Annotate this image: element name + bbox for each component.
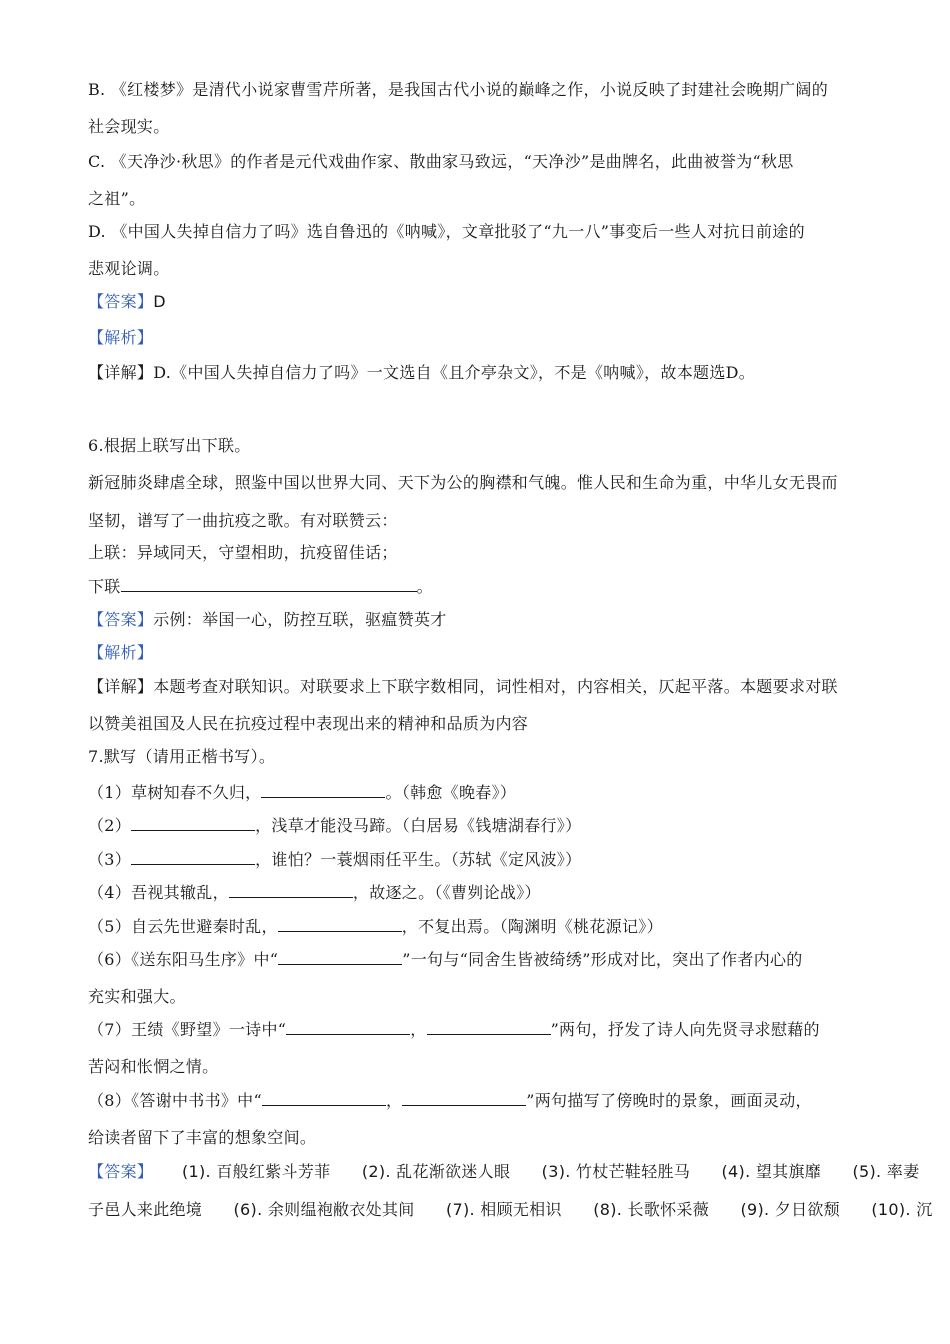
item-prefix: （5）自云先世避秦时乱， bbox=[88, 917, 278, 936]
detail-text: D.《中国人失掉自信力了吗》一文选自《且介亭杂文》，不是《呐喊》，故本题选D。 bbox=[153, 363, 756, 382]
answer-num: (4). bbox=[721, 1162, 751, 1181]
q7-answer-line2 bbox=[88, 1200, 933, 1220]
q5-detail bbox=[88, 363, 878, 383]
q5-option-c-line1: C. 《天净沙·秋思》的作者是元代戏曲作家、散曲家马致远，“天净沙”是曲牌名，此曲被誉为“秋思 bbox=[88, 152, 794, 171]
answer-num: (1). bbox=[181, 1162, 211, 1181]
q6-title: 6.根据上联写出下联。 bbox=[88, 436, 251, 455]
answer-num: (7). bbox=[445, 1200, 475, 1219]
item-suffix: ，故逐之。（《曹刿论战》） bbox=[352, 883, 541, 902]
detail-tag: 【详解】 bbox=[88, 363, 154, 382]
item-prefix: （3） bbox=[88, 850, 132, 869]
answer-text: 百般红紫斗芳菲 bbox=[216, 1162, 331, 1181]
answer-text: 子邑人来此绝境 bbox=[88, 1200, 203, 1219]
item-suffix: ”一句与“同舍生皆被绮绣”形成对比，突出了作者内心的 bbox=[402, 950, 803, 969]
q7-item-6-line1 bbox=[88, 950, 878, 970]
answer-num: (8). bbox=[593, 1200, 623, 1219]
answer-text: 余则缊袍敝衣处其间 bbox=[267, 1200, 415, 1219]
q7-item-4 bbox=[88, 883, 878, 903]
q7-item-8-line1 bbox=[88, 1091, 878, 1111]
item-comma: ， bbox=[410, 1020, 427, 1039]
item-suffix: ”两句描写了傍晚时的景象，画面灵动， bbox=[526, 1091, 812, 1110]
fill-blank[interactable] bbox=[229, 883, 353, 898]
item-suffix: ，浅草才能没马蹄。（白居易《钱塘湖春行》） bbox=[255, 816, 582, 835]
q7-item-7-line1 bbox=[88, 1020, 878, 1040]
item-prefix: （2） bbox=[88, 816, 132, 835]
q6-answer bbox=[88, 610, 878, 630]
answer-text: 长歌怀采薇 bbox=[627, 1200, 710, 1219]
answer-num: (6). bbox=[233, 1200, 263, 1219]
q7-item-2 bbox=[88, 816, 878, 836]
answer-tag: 【答案】 bbox=[88, 1162, 154, 1181]
q5-option-d-line2: 悲观论调。 bbox=[88, 259, 170, 278]
lower-label: 下联 bbox=[88, 577, 121, 596]
item-prefix: （1）草树知春不久归， bbox=[88, 783, 262, 802]
item-prefix: （4）吾视其辙乱， bbox=[88, 883, 229, 902]
q7-title: 7.默写（请用正楷书写）。 bbox=[88, 747, 276, 766]
q6-detail-line2: 以赞美祖国及人民在抗疫过程中表现出来的精神和品质为内容 bbox=[88, 714, 529, 733]
answer-tag: 【答案】 bbox=[88, 292, 154, 311]
analysis-tag: 【解析】 bbox=[88, 328, 154, 347]
fill-blank[interactable] bbox=[131, 850, 255, 865]
analysis-tag: 【解析】 bbox=[88, 643, 154, 662]
answer-num: (5). bbox=[852, 1162, 882, 1181]
q5-analysis bbox=[88, 328, 878, 348]
q6-lower-couplet bbox=[88, 577, 878, 597]
answer-text: 望其旗靡 bbox=[755, 1162, 822, 1181]
fill-blank[interactable] bbox=[402, 1091, 526, 1106]
q5-option-b-line1: B. 《红楼梦》是清代小说家曹雪芹所著，是我国古代小说的巅峰之作，小说反映了封建社会晚期广阔的 bbox=[88, 80, 829, 99]
lower-end: 。 bbox=[416, 577, 433, 596]
item-suffix: ”两句，抒发了诗人向先贤寻求慰藉的 bbox=[550, 1020, 820, 1039]
item-suffix: ，不复出焉。（陶渊明《桃花源记》） bbox=[401, 917, 663, 936]
q5-option-c-line2: 之祖”。 bbox=[88, 189, 146, 208]
fill-blank[interactable] bbox=[286, 1020, 410, 1035]
answer-num: (9). bbox=[740, 1200, 770, 1219]
detail-text: 本题考查对联知识。对联要求上下联字数相同，词性相对，内容相关，仄起平落。本题要求对联 bbox=[153, 677, 838, 696]
item-comma: ， bbox=[385, 1091, 403, 1110]
q5-option-b-line2: 社会现实。 bbox=[88, 117, 170, 136]
fill-blank[interactable] bbox=[278, 917, 402, 932]
answer-num: (10). bbox=[871, 1200, 911, 1219]
q7-item-3 bbox=[88, 850, 878, 870]
lower-blank[interactable] bbox=[121, 577, 417, 592]
answer-value: D bbox=[153, 292, 166, 311]
q7-item-5 bbox=[88, 917, 878, 937]
q7-answer-line1 bbox=[88, 1162, 920, 1182]
answer-num: (2). bbox=[361, 1162, 391, 1181]
q7-item-7-line2: 苦闷和怅惘之情。 bbox=[88, 1057, 219, 1076]
fill-blank[interactable] bbox=[262, 1091, 386, 1106]
fill-blank[interactable] bbox=[131, 816, 255, 831]
q7-item-1 bbox=[88, 783, 878, 803]
q6-body-line1: 新冠肺炎肆虐全球，照鉴中国以世界大同、天下为公的胸襟和气魄。惟人民和生命为重，中华儿女无畏而 bbox=[88, 473, 838, 492]
q6-upper-couplet: 上联：异域同天，守望相助，抗疫留佳话； bbox=[88, 543, 398, 562]
q5-option-d-line1: D. 《中国人失掉自信力了吗》选自鲁迅的《呐喊》，文章批驳了“九一八”事变后一些人对抗日前途的 bbox=[88, 222, 805, 241]
answer-value: 示例：举国一心，防控互联，驱瘟赞英才 bbox=[153, 610, 447, 629]
answer-text: 相顾无相识 bbox=[480, 1200, 562, 1219]
answer-text: 竹杖芒鞋轻胜马 bbox=[576, 1162, 691, 1181]
fill-blank[interactable] bbox=[261, 783, 385, 798]
q5-answer bbox=[88, 292, 878, 312]
detail-tag: 【详解】 bbox=[88, 677, 154, 696]
fill-blank[interactable] bbox=[278, 950, 402, 965]
item-suffix: ，谁怕？一蓑烟雨任平生。（苏轼《定风波》） bbox=[255, 850, 582, 869]
answer-tag: 【答案】 bbox=[88, 610, 154, 629]
answer-text: 乱花渐欲迷人眼 bbox=[396, 1162, 511, 1181]
fill-blank[interactable] bbox=[427, 1020, 551, 1035]
item-prefix: （6）《送东阳马生序》中“ bbox=[88, 950, 279, 969]
item-suffix: 。（韩愈《晚春》） bbox=[385, 783, 517, 802]
answer-text: 率妻 bbox=[886, 1162, 920, 1181]
answer-text: 夕日欲颓 bbox=[774, 1200, 840, 1219]
item-prefix: （7）王绩《野望》一诗中“ bbox=[88, 1020, 287, 1039]
q7-item-8-line2: 给读者留下了丰富的想象空间。 bbox=[88, 1128, 317, 1147]
q7-item-6-line2: 充实和强大。 bbox=[88, 987, 186, 1006]
q6-detail-line1 bbox=[88, 677, 878, 697]
q6-body-line2: 坚韧，谱写了一曲抗疫之歌。有对联赞云： bbox=[88, 511, 398, 530]
item-prefix: （8）《答谢中书书》中“ bbox=[88, 1091, 262, 1110]
answer-num: (3). bbox=[541, 1162, 571, 1181]
q6-analysis bbox=[88, 643, 878, 663]
answer-text: 沉 bbox=[916, 1200, 933, 1219]
